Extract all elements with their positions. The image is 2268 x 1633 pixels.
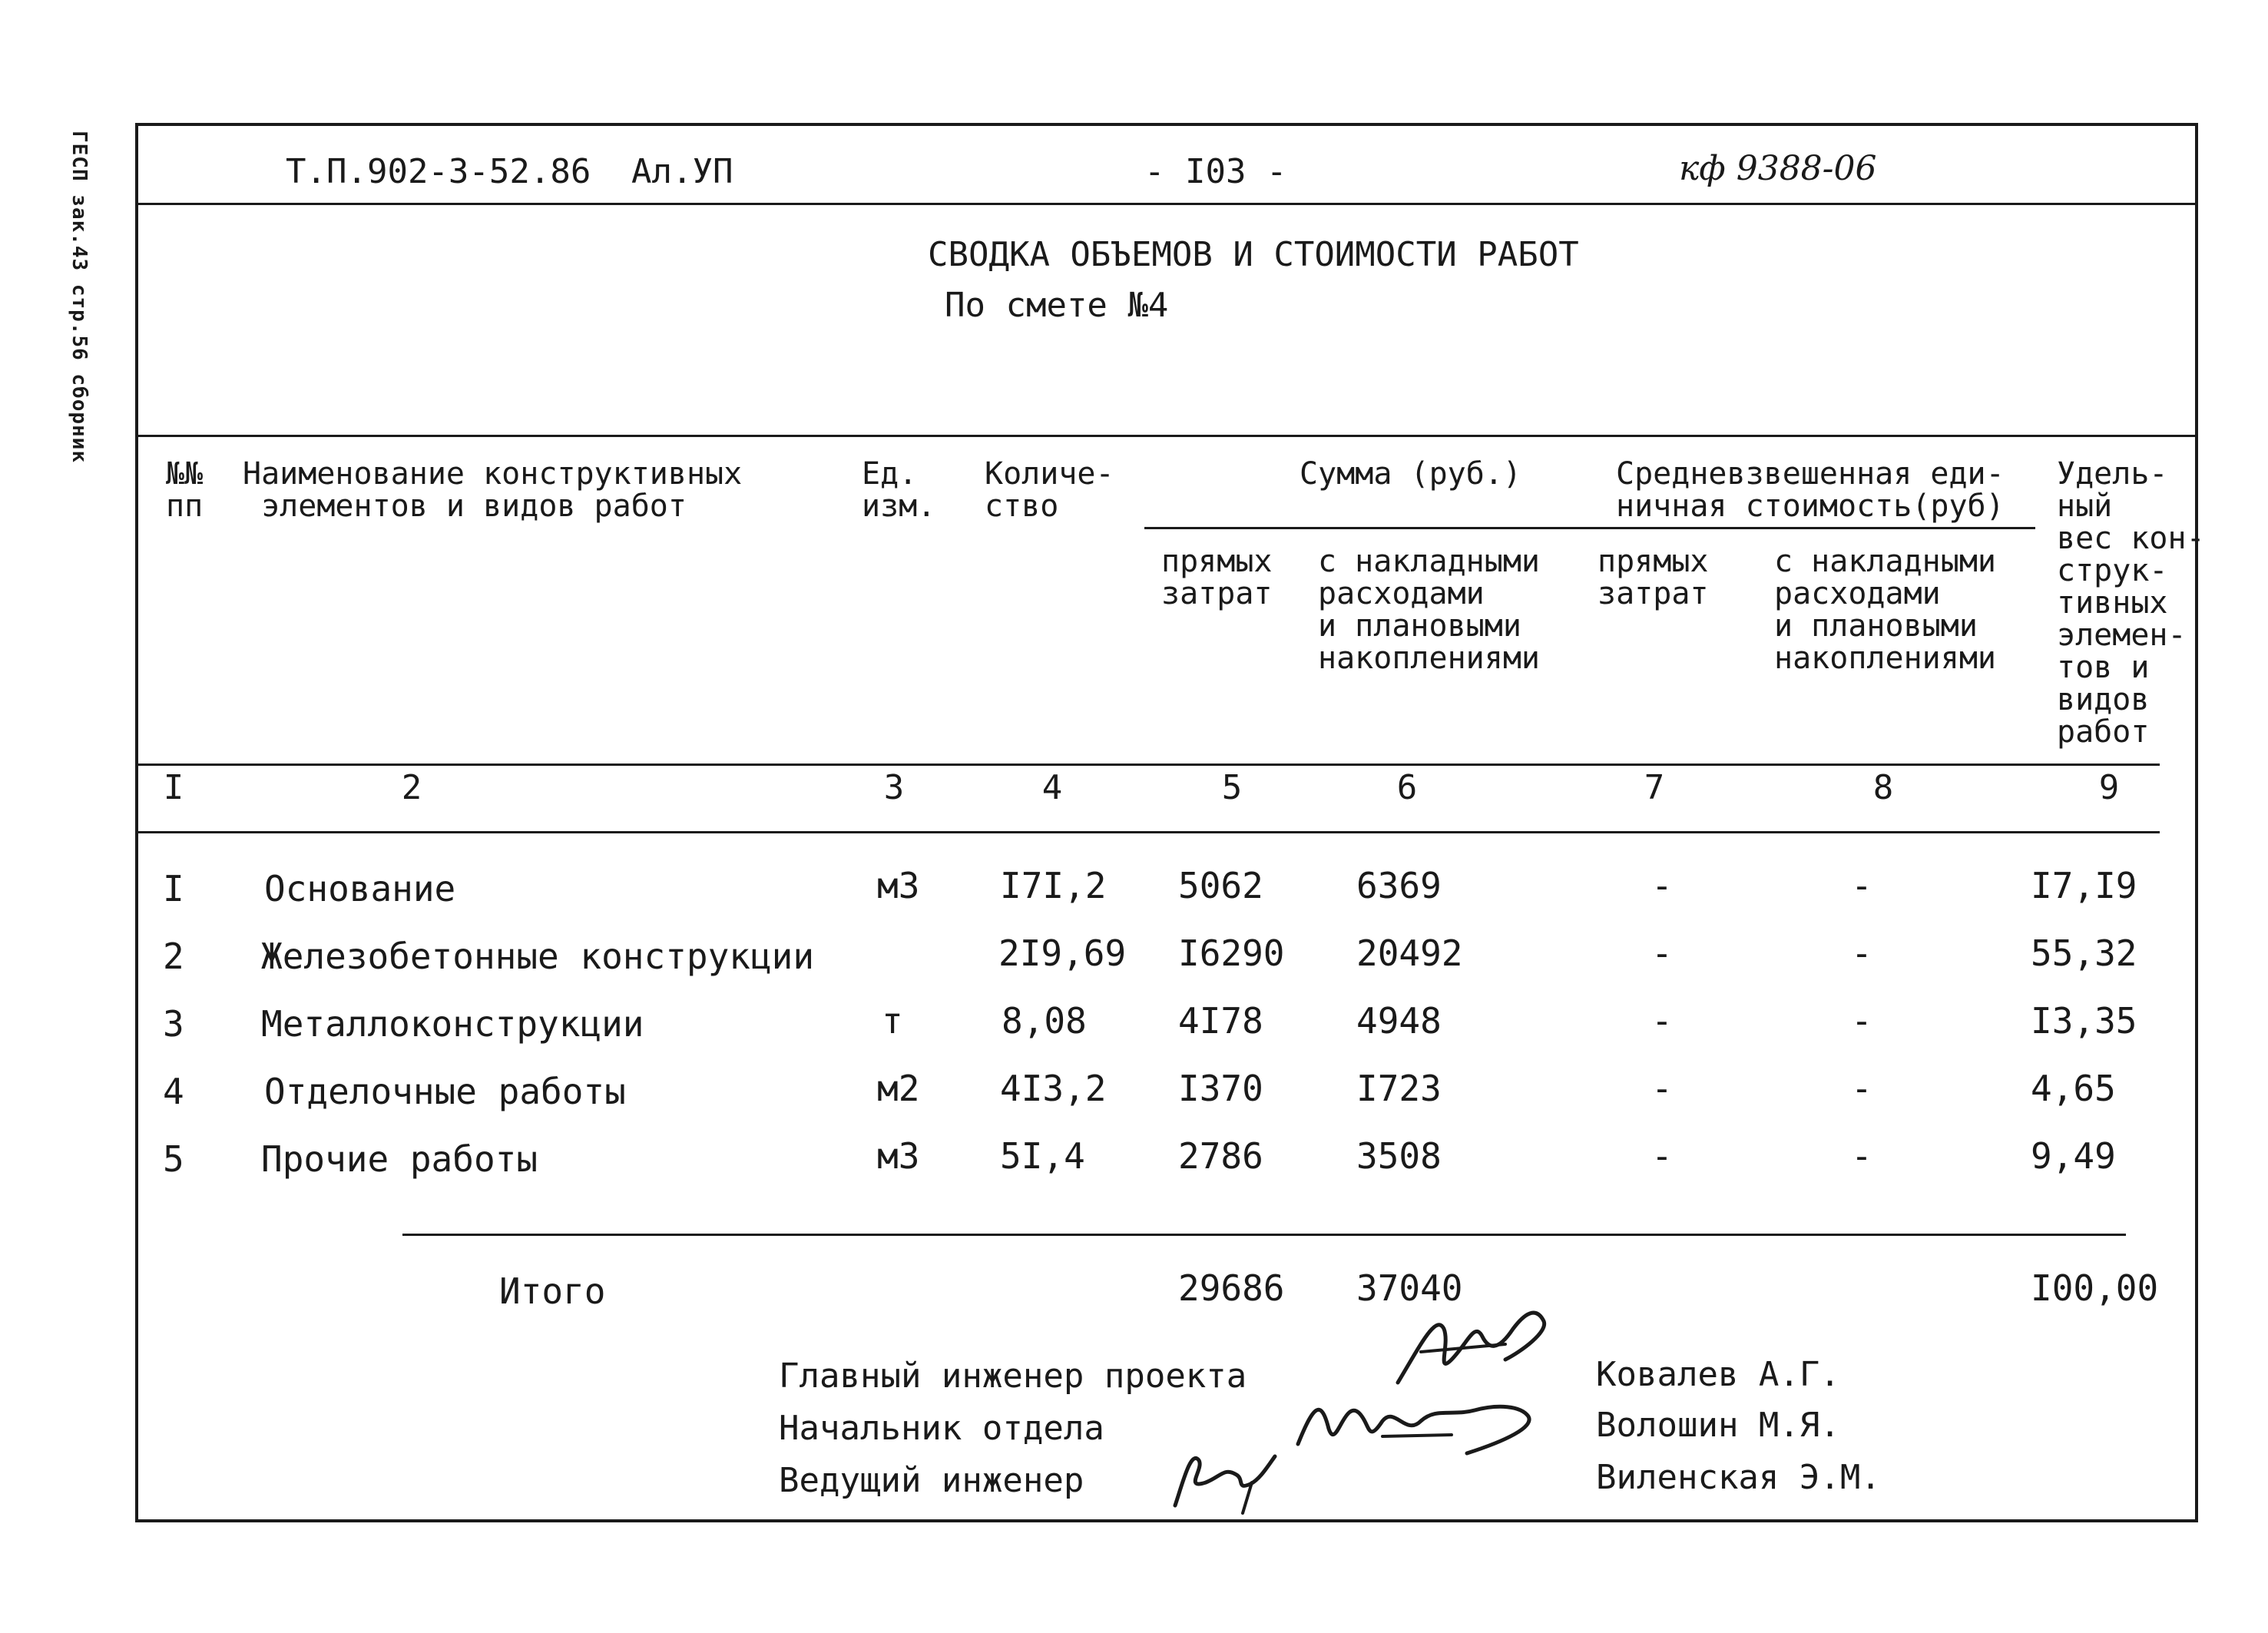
row-direct: 2786 [1178,1135,1263,1177]
row-unit: м3 [877,865,920,906]
row-share: I3,35 [2031,1000,2137,1042]
row-num: 5 [163,1138,184,1180]
total-rule [402,1234,2126,1236]
column-number: 3 [883,768,905,807]
total-label: Итого [499,1270,606,1312]
header-avg-direct: прямых затрат [1598,544,1709,611]
row-qty: 8,08 [1002,1000,1087,1042]
row-direct: I370 [1178,1068,1263,1109]
row-direct: I6290 [1178,932,1285,974]
row-avg-overhead: - [1851,1000,1872,1042]
row-num: 4 [163,1071,184,1112]
row-name: Железобетонные конструкции [261,936,815,977]
header-num: №№ пп [166,456,204,524]
row-direct: 5062 [1178,865,1263,906]
column-number: 4 [1041,768,1063,807]
total-share: I00,00 [2031,1267,2159,1309]
row-num: 3 [163,1003,184,1045]
column-number: I [163,768,184,807]
signature-role: Главный инженер проекта [779,1356,1247,1396]
document-title: СВОДКА ОБЪЕМОВ И СТОИМОСТИ РАБОТ [928,235,1579,274]
row-avg-overhead: - [1851,932,1872,974]
signature-name: Виленская Э.М. [1596,1458,1881,1497]
row-name: Прочие работы [261,1138,538,1180]
header-avg-overhead: с накладными расходами и плановыми накоплениями [1774,544,1996,676]
sum-group-rule [1144,527,2035,529]
row-qty: 2I9,69 [998,932,1127,974]
row-unit: т [882,1000,903,1042]
column-number: 2 [401,768,422,807]
column-number: 9 [2098,768,2120,807]
row-avg-overhead: - [1851,1135,1872,1177]
row-num: I [163,868,184,909]
column-number: 6 [1396,768,1418,807]
row-overhead: 3508 [1356,1135,1442,1177]
row-avg-direct: - [1651,1000,1673,1042]
document-frame [135,123,2198,1522]
page-number: - I03 - [1144,152,1287,191]
row-avg-overhead: - [1851,1068,1872,1109]
row-overhead: 20492 [1356,932,1463,974]
column-number-rule [138,764,2160,766]
signature-name: Волошин М.Я. [1596,1406,1840,1445]
header-sum-overhead: с накладными расходами и плановыми накоплениями [1318,544,1540,676]
total-direct: 29686 [1178,1267,1285,1309]
signature-mark-lead-engineer [1160,1436,1283,1521]
body-top-rule [138,831,2160,833]
header-avg-group: Средневзвешенная еди- ничная стоимость(руб) [1616,456,2005,524]
row-avg-direct: - [1651,1068,1673,1109]
signature-name: Ковалев А.Г. [1596,1355,1840,1394]
row-avg-overhead: - [1851,865,1872,906]
header-qty: Количе- ство [985,456,1114,524]
table-top-rule [138,435,2198,437]
row-name: Основание [264,868,456,909]
project-code: Т.П.902-3-52.86 [286,152,591,191]
signature-role: Ведущий инженер [779,1461,1084,1500]
row-qty: I7I,2 [1000,865,1107,906]
row-direct: 4I78 [1178,1000,1263,1042]
row-avg-direct: - [1651,932,1673,974]
row-share: I7,I9 [2031,865,2137,906]
signature-mark-department-head [1290,1383,1544,1467]
archive-number: кф 9388-06 [1679,149,1877,188]
header-sum-direct: прямых затрат [1161,544,1273,611]
column-number: 8 [1872,768,1894,807]
album-label: Ал.УП [631,152,733,191]
header-name: Наименование конструктивных элементов и видов работ [243,456,743,524]
margin-note: ГЕСП зак.43 стр.56 сборник [68,131,91,463]
row-num: 2 [163,936,184,977]
row-avg-direct: - [1651,865,1673,906]
row-unit: м3 [877,1135,920,1177]
header-share: Удель- ный вес кон- струк- тивных элемен- тов и видов работ [2057,456,2205,750]
document-subtitle: По смете №4 [945,286,1169,325]
row-name: Металлоконструкции [261,1003,644,1045]
total-overhead: 37040 [1356,1267,1463,1309]
column-number: 5 [1221,768,1243,807]
signature-role: Начальник отдела [779,1409,1104,1448]
row-overhead: I723 [1356,1068,1442,1109]
row-name: Отделочные работы [264,1071,626,1112]
row-share: 9,49 [2031,1135,2116,1177]
row-overhead: 4948 [1356,1000,1442,1042]
column-number: 7 [1644,768,1665,807]
row-unit: м2 [877,1068,920,1109]
header-sum-group: Сумма (руб.) [1300,456,1521,492]
row-share: 55,32 [2031,932,2137,974]
row-avg-direct: - [1651,1135,1673,1177]
header-unit: Ед. изм. [862,456,936,524]
row-overhead: 6369 [1356,865,1442,906]
row-qty: 5I,4 [1000,1135,1085,1177]
row-qty: 4I3,2 [1000,1068,1107,1109]
row-share: 4,65 [2031,1068,2116,1109]
header-divider [135,203,2198,205]
